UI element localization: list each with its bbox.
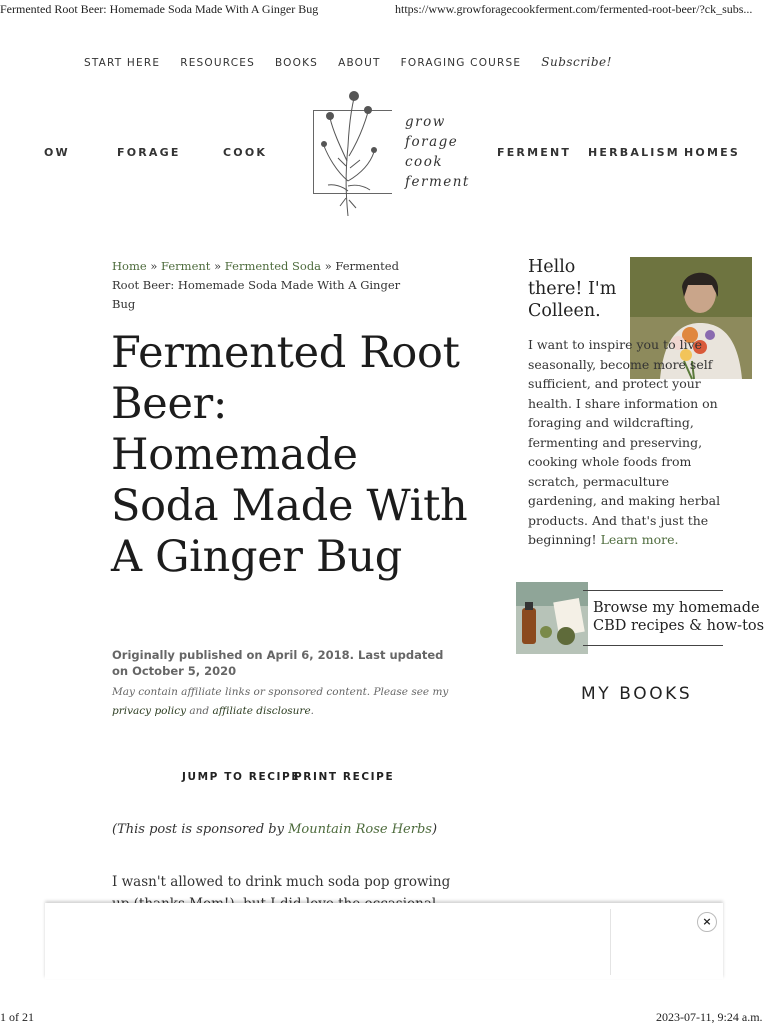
author-bio xyxy=(528,335,728,550)
breadcrumb-separator: » xyxy=(214,259,222,273)
article-paragraph: I wasn't allowed to drink much soda pop growing xyxy=(112,874,451,890)
breadcrumb-home[interactable]: Home xyxy=(112,259,147,273)
nav-start-here[interactable]: START HERE xyxy=(84,57,161,69)
sponsor-suffix: ) xyxy=(431,822,438,837)
cbd-promo-image[interactable] xyxy=(516,582,588,654)
logo-word-ferment: ferment xyxy=(405,174,470,190)
nav-herbalism[interactable]: HERBALISM xyxy=(588,146,680,159)
print-page-title: Fermented Root Beer: Homemade Soda Made With A Ginger Bug xyxy=(0,2,319,16)
top-nav xyxy=(84,57,632,69)
print-timestamp: 2023-07-11, 9:24 a.m. xyxy=(656,1010,763,1024)
author-bio-text: I want to inspire you to live seasonally, become more self sufficient, and protect your health. I share information on foraging and wildcrafting, fermenting and preserving, cooking whole foods from scratch, permaculture gardening, and making herbal products. And that's just the beginning! xyxy=(528,337,721,547)
breadcrumb-current: Fermented Root Beer: Homemade Soda Made With A Ginger Bug xyxy=(112,259,401,311)
promo-bottom-rule xyxy=(583,645,723,646)
ad-divider xyxy=(610,909,611,975)
logo-word-cook: cook xyxy=(405,154,443,170)
sticky-ad-bar xyxy=(45,903,723,979)
nav-forage[interactable]: FORAGE xyxy=(117,146,181,159)
sponsor-note xyxy=(112,822,437,837)
cbd-products-icon xyxy=(516,582,588,654)
logo-word-forage: forage xyxy=(405,134,459,150)
nav-homestead[interactable]: HOMES xyxy=(684,146,740,159)
breadcrumb-separator: » xyxy=(324,259,332,273)
my-books-heading: MY BOOKS xyxy=(581,684,693,704)
affiliate-prefix: May contain affiliate links or sponsored content. Please see my xyxy=(112,686,449,698)
breadcrumb-ferment[interactable]: Ferment xyxy=(161,259,211,273)
affiliate-notice xyxy=(112,683,452,721)
print-page-url: https://www.growforagecookferment.com/fermented-root-beer/?ck_subs... xyxy=(395,2,753,16)
privacy-policy-link[interactable]: privacy policy xyxy=(112,705,187,717)
nav-about[interactable]: ABOUT xyxy=(338,57,381,69)
publish-date: Originally published on April 6, 2018. Last updated on October 5, 2020 xyxy=(112,648,444,678)
close-ad-icon[interactable]: × xyxy=(697,912,717,932)
promo-top-rule xyxy=(583,590,723,591)
nav-subscribe[interactable]: Subscribe! xyxy=(541,55,612,69)
logo-word-grow: grow xyxy=(405,114,446,130)
cbd-promo-line1: Browse my homemade xyxy=(593,600,760,616)
breadcrumb-fermented-soda[interactable]: Fermented Soda xyxy=(224,259,322,273)
affiliate-and: and xyxy=(189,705,210,717)
affiliate-period: . xyxy=(310,705,315,717)
cbd-promo-link[interactable] xyxy=(593,599,765,639)
page-title: Fermented Root Beer: Homemade Soda Made With A Ginger Bug xyxy=(111,328,468,582)
nav-grow[interactable]: OW xyxy=(44,146,70,159)
cbd-promo-line2: CBD recipes & how-tos xyxy=(593,618,765,634)
breadcrumb-separator: » xyxy=(150,259,158,273)
dandelion-logo-icon[interactable] xyxy=(318,86,380,218)
sponsor-prefix: (This post is sponsored by xyxy=(112,822,284,837)
sidebar-greeting: Hello there! I'm Colleen. xyxy=(528,257,617,321)
print-recipe-button[interactable]: PRINT RECIPE xyxy=(294,771,395,783)
learn-more-link[interactable]: Learn more. xyxy=(600,532,679,547)
mountain-rose-herbs-link[interactable]: Mountain Rose Herbs xyxy=(288,822,432,837)
affiliate-disclosure-link[interactable]: affiliate disclosure xyxy=(212,705,311,717)
nav-cook[interactable]: COOK xyxy=(223,146,268,159)
nav-ferment[interactable]: FERMENT xyxy=(497,146,572,159)
nav-books[interactable]: BOOKS xyxy=(274,57,319,69)
breadcrumb xyxy=(112,257,422,314)
print-page-count: 1 of 21 xyxy=(0,1010,34,1024)
logo-text[interactable] xyxy=(405,112,470,192)
nav-resources[interactable]: RESOURCES xyxy=(180,57,255,69)
nav-foraging-course[interactable]: FORAGING COURSE xyxy=(400,57,522,69)
jump-to-recipe-button[interactable]: JUMP TO RECIPE xyxy=(182,771,301,783)
